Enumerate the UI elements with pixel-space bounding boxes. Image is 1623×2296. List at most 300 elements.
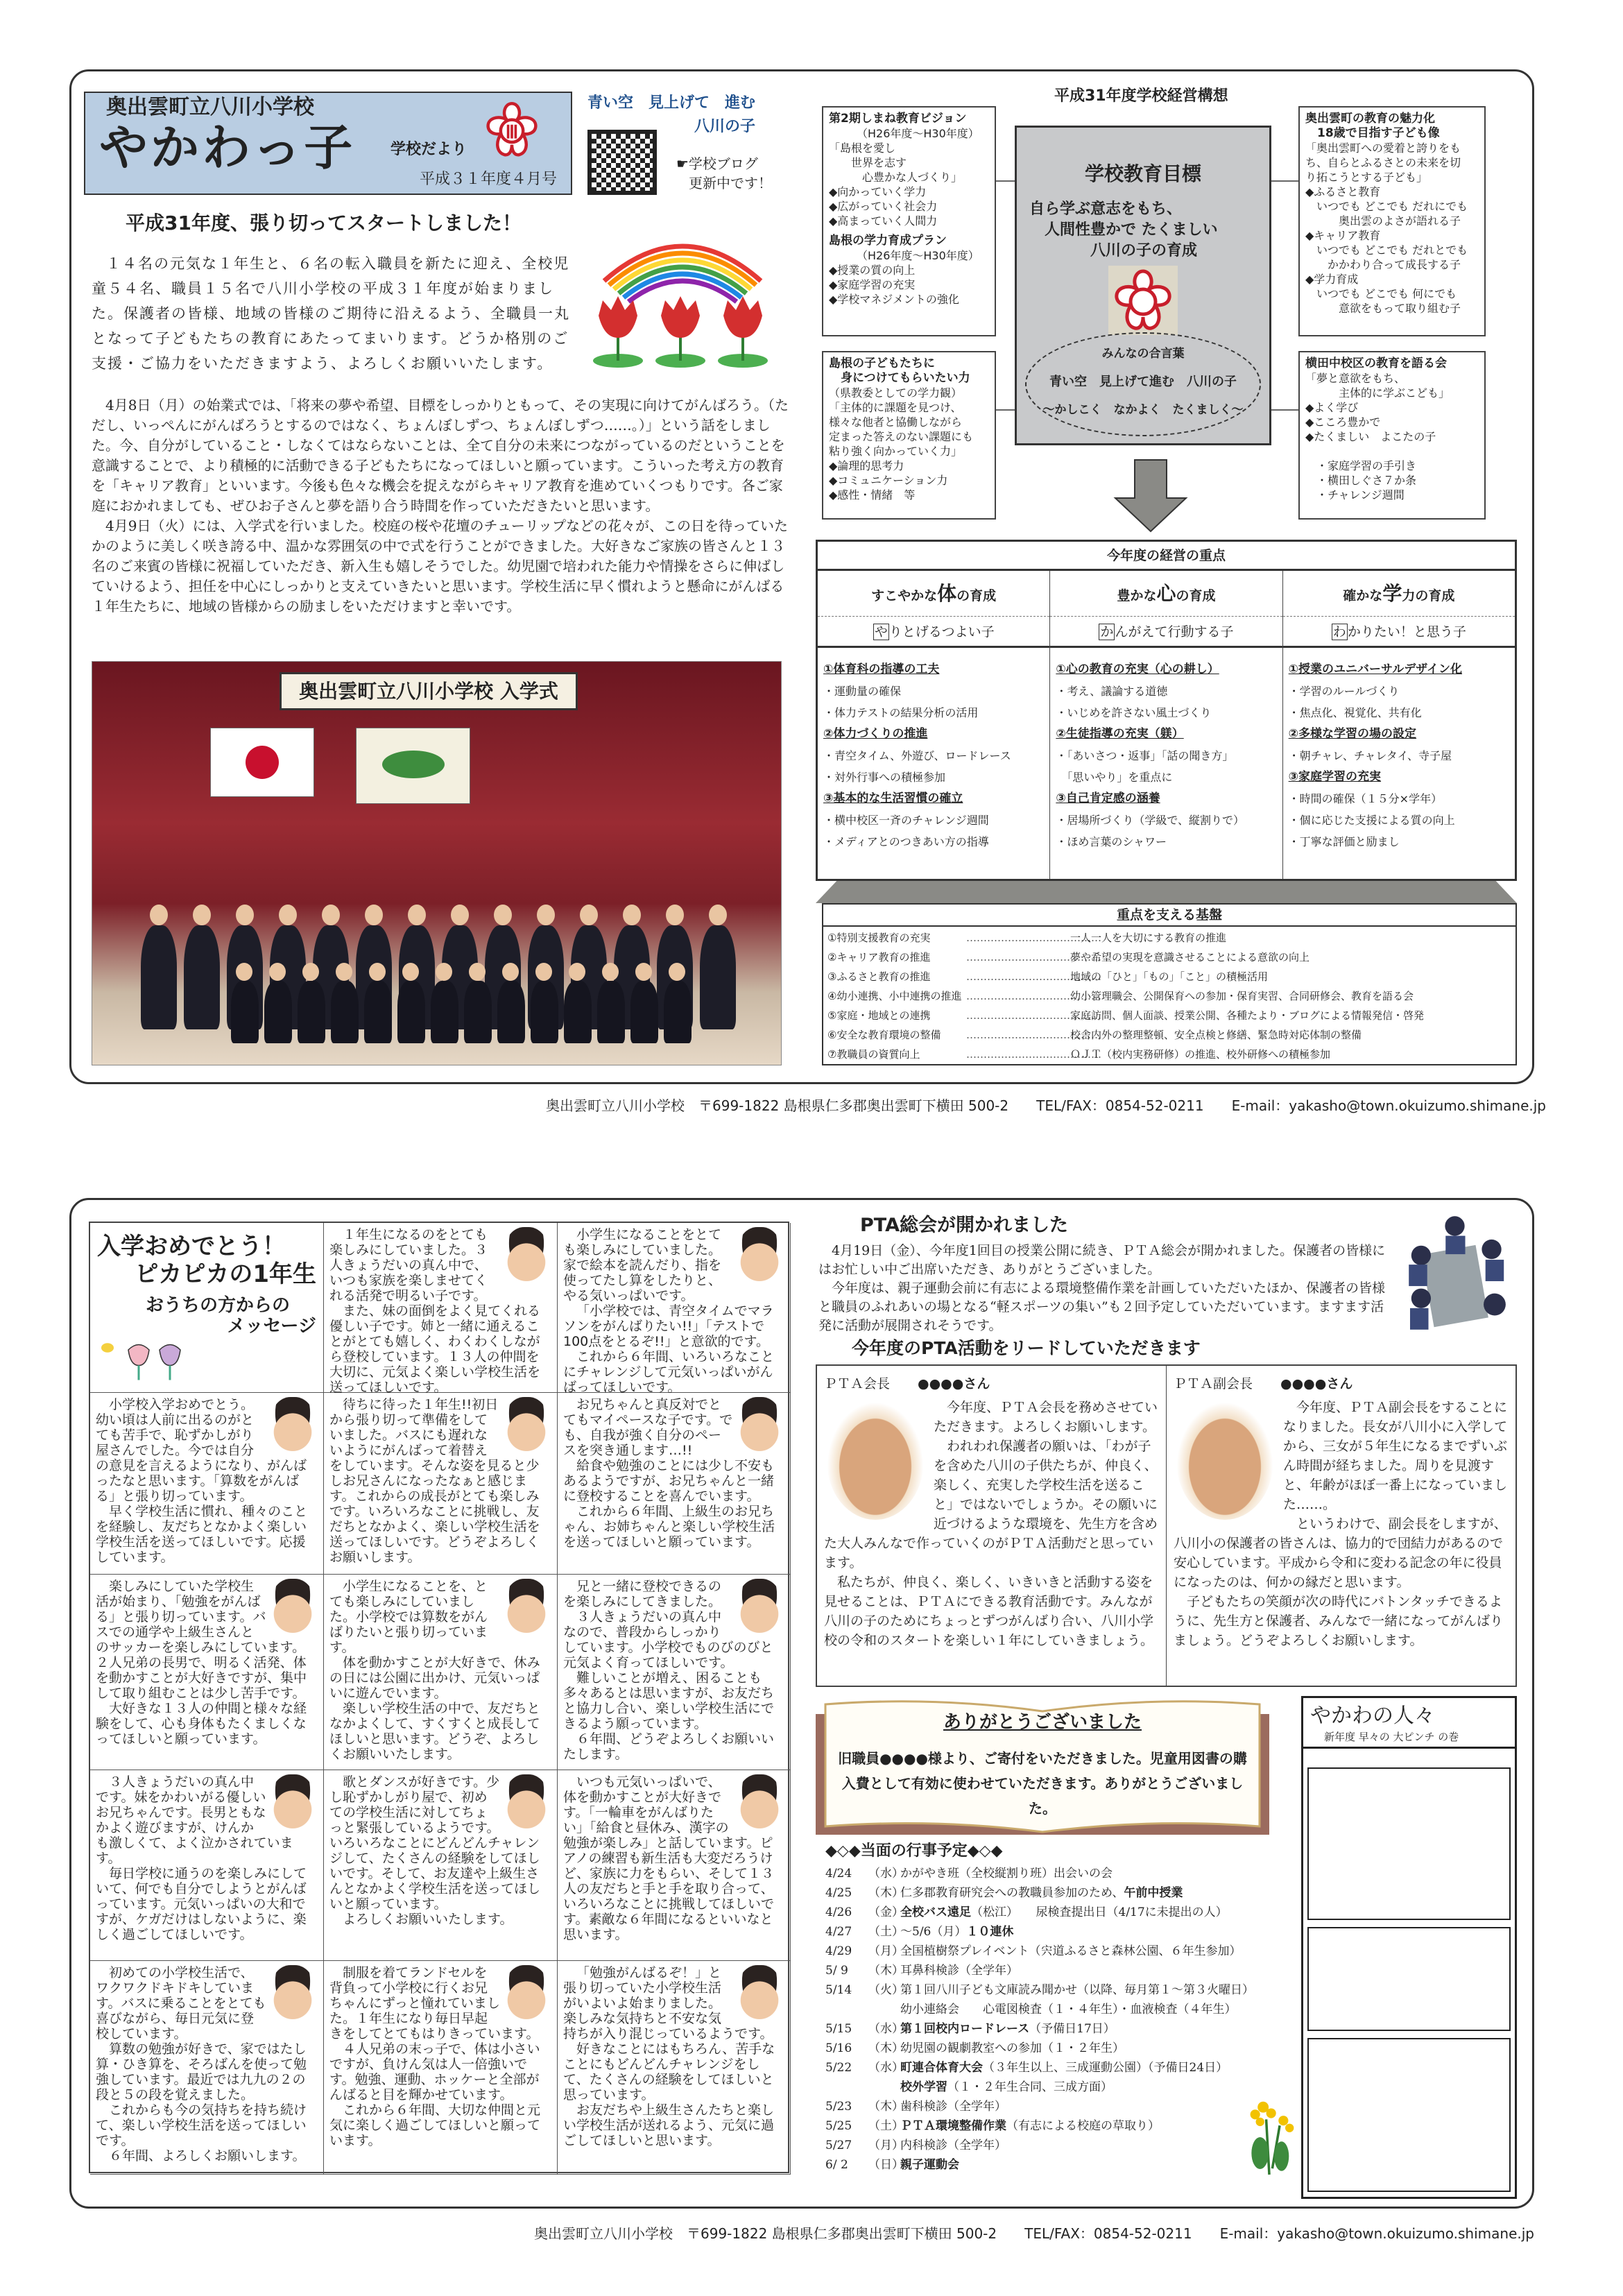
child-figure: [630, 981, 658, 1043]
pta-president: [817, 1366, 1167, 1686]
article-heading: 平成31年度、張り切ってスタートしました！: [126, 212, 522, 234]
box-line: ◆論理的思考力: [829, 459, 904, 472]
box-line: 「主体的に課題を見つけ、: [829, 401, 962, 414]
foundation-detail: 家庭訪問、個人面談、授業公開、各種たより・ブログによる情報発信・啓発: [1070, 1009, 1425, 1022]
focus-column: [1283, 571, 1515, 879]
message-cell: [558, 1961, 791, 2175]
motto-rest: んがえて行動する子: [1115, 624, 1234, 640]
leader-dots: …………………………………: [966, 1029, 1101, 1041]
box-line: （H26年度～H30年度）: [829, 249, 979, 262]
pta-heading: PTA総会が開かれました: [860, 1215, 1069, 1236]
box-line: （県教委としての学力観）: [829, 386, 963, 400]
schedule-event: [900, 2077, 1113, 2097]
box-line: ◆授業の質の向上: [829, 264, 916, 277]
message-paragraph: ４人兄弟の末っ子で、体は小さいですが、負けん気は人一倍強いです。勉強、運動、ホッケーと全部がんばると目を輝かせています。: [329, 2041, 540, 2102]
event-text: ～5/6（月）: [900, 1925, 967, 1939]
schedule-event: [900, 2155, 959, 2175]
focus-item: ・焦点化、視覚化、共有化: [1288, 706, 1422, 719]
message-paragraph: ６年間、どうぞよろしくお願いいたします。: [563, 1731, 775, 1762]
face: [569, 963, 585, 981]
yokota-meeting-box: [1298, 351, 1486, 520]
student-photo: [737, 1579, 782, 1633]
school-emblem-icon: [481, 98, 543, 161]
messages-title: 入学おめでとう！: [97, 1233, 286, 1260]
message-cell: [558, 1575, 791, 1770]
face: [236, 963, 252, 981]
face: [365, 905, 383, 925]
focus-items: [1283, 648, 1515, 864]
box-title: 島根の子どもたちに 身につけてもらいたい力: [829, 357, 970, 385]
foundation-shape: [816, 881, 1517, 903]
face: [494, 905, 512, 925]
box-line: 心豊かな人づくり」: [829, 171, 963, 184]
box-line: ◆広がっていく社会力: [829, 200, 938, 213]
message-paragraph: 算数の勉強が好きで、家ではたし算・ひき算を、そろばんを使って勉強しています。最近では九九の２の段と５の段を覚えました。: [96, 2041, 307, 2102]
event-text: 幼児園の観劇教室への参加（１・２年生）: [900, 2041, 1124, 2055]
focus-item: ・「あいさつ・返事」「話の聞き方」: [1056, 749, 1234, 762]
officer-name: ●●●●さん: [918, 1376, 990, 1391]
motto-rest: りとげるつよい子: [888, 624, 995, 640]
heading-post: 力の育成: [1402, 588, 1455, 603]
child-figure: [531, 981, 558, 1043]
blog-label: ☛学校ブログ: [676, 155, 758, 172]
tulip-butterfly-illustration: [97, 1339, 201, 1381]
focus-item: ・居場所づくり（学級で、縦割りで）: [1056, 814, 1245, 827]
focus-item: 「思いやり」を重点に: [1056, 771, 1173, 784]
box-line: ◆学校マネジメントの強化: [829, 293, 959, 306]
officer-paragraph: 私たちが、仲良く、楽しく、いきいきと活動する姿を見せることは、ＰＴＡにできる教育活動です。みんなが八川の子のためにちょっとずつがんばり合い、八川小学校の令和のスタートを楽しい１年にしていきましょう。: [824, 1575, 1154, 1648]
officer-role: ＰＴＡ副会長: [1174, 1376, 1253, 1391]
rapeseed-flower-illustration: [1242, 2095, 1297, 2175]
leader-dots: …………………………………: [966, 970, 1101, 983]
schedule-date: [825, 2077, 868, 2097]
motto-initial: や: [874, 624, 888, 640]
focus-item: ・学習のルールづくり: [1288, 685, 1400, 698]
child-figure: [231, 981, 259, 1043]
qr-code[interactable]: [587, 130, 657, 195]
schedule-row: [825, 1942, 1297, 1961]
message-cell: [90, 1770, 324, 1961]
face: [602, 963, 619, 981]
schedule-event: [900, 2019, 1115, 2039]
pta-vice-president: [1167, 1366, 1515, 1686]
child-figure: [464, 981, 492, 1043]
event-text: （有志による校庭の草取り）: [1006, 2119, 1160, 2133]
vice-president-photo: [1176, 1402, 1273, 1520]
thanks-notice: [816, 1696, 1269, 1835]
officer-label: [824, 1374, 1159, 1394]
face: [269, 963, 286, 981]
box-line: 意欲をもって取り組む子: [1305, 302, 1461, 315]
messages-grid: [89, 1222, 789, 2173]
student-photo: [737, 1965, 782, 2019]
student-photo: [504, 1965, 549, 2019]
event-text: 町連合体育大会: [900, 2061, 983, 2075]
focus-item: ・朝チャレ、チャレタイ、寺子屋: [1288, 749, 1452, 762]
thanks-title: ありがとうございました: [943, 1712, 1142, 1733]
heading-pre: すこやかな: [871, 588, 938, 603]
face: [623, 905, 641, 925]
event-text: 親子運動会: [900, 2158, 959, 2172]
box-lines: [829, 386, 989, 502]
plan-title: 平成31年度学校経営構想: [1054, 87, 1228, 105]
foundation-row: [823, 948, 1515, 967]
foundation-item: ②キャリア教育の推進: [827, 951, 931, 963]
foundation-table: [822, 903, 1517, 1065]
focus-item: ・運動量の確保: [823, 685, 902, 698]
event-text: １０連休: [966, 1925, 1014, 1939]
event-text: 第１回校内ロードレース: [900, 2022, 1030, 2036]
student-photo: [270, 1965, 315, 2019]
focus-item: ・個に応じた支援による質の向上: [1288, 814, 1455, 827]
face: [635, 963, 652, 981]
heading-key: 心: [1156, 582, 1176, 605]
focus-item-heading: ③基本的な生活習慣の確立: [823, 791, 963, 805]
adult-figure: [700, 925, 736, 1029]
event-text: 校外学習: [900, 2080, 947, 2094]
event-text: 全校バス遠足: [900, 1905, 971, 1919]
page2-footer: 奥出雲町立八川小学校 〒699-1822 島根県仁多郡奥出雲町下横田 500-2 TEL/FAX：0854-52-0211 E-mail：yakasho@town.okuizumo.shimane.jp: [534, 2225, 1534, 2242]
column-motto: [1050, 617, 1282, 648]
foundation-detail: 校舎内外の整理整頓、安全点検と修繕、緊急時対応体制の整備: [1070, 1029, 1362, 1041]
comic-subtitle: 新年度 早々の 大ピンチ の巻: [1303, 1730, 1515, 1749]
face: [666, 905, 684, 925]
body-paragraph: 4月9日（火）には、入学式を行いました。校庭の桜や花壇のチューリップなどの花々が、この日を待っていたかのように美しく咲き誇る中、温かな雰囲気の中で式を行うことができました。大好きなご家族の皆さんと１３名のご来賓の皆様に祝福していただき、新入生も嬉しそうでした。幼児園で培われた能力や情操をさらに伸ばしていけるよう、担任を中心にしっかりと支えていきたいと思います。学校生活に早く慣れようと懸命にがんばる１年生たちに、地域の皆様からの励ましをいただけますと幸いです。: [92, 517, 789, 615]
child-figure: [298, 981, 325, 1043]
foundation-row: [823, 1006, 1515, 1025]
schedule-event: [900, 2058, 1228, 2077]
foundation-item: ①特別支援教育の充実: [827, 932, 931, 944]
child-figure: [431, 981, 458, 1043]
student-photo: [270, 1579, 315, 1633]
focus-items: [1050, 648, 1282, 864]
schedule-row: [825, 2077, 1297, 2097]
message-paragraph: 「勉強がんばるぞ！」と張り切っていた小学校生活がいよいよ始まりました。楽しみな気持ちと不安な気持ちが入り混じっているようです。: [563, 1965, 773, 2041]
message-paragraph: 「小学校では、青空タイムでマラソンをがんばりたい!!」「テストで100点をとるぞ!!」と意欲的です。: [563, 1303, 774, 1349]
foundation-row: [823, 967, 1515, 986]
page1-footer: 奥出雲町立八川小学校 〒699-1822 島根県仁多郡奥出雲町下横田 500-2 TEL/FAX：0854-52-0211 E-mail：yakasho@town.okuizumo.shimane.jp: [546, 1097, 1546, 1114]
school-emblem-icon: [1108, 266, 1178, 335]
face: [469, 963, 486, 981]
face: [535, 963, 552, 981]
motto-initial: わ: [1332, 624, 1346, 640]
foundation-detail: 夢や希望の実現を意識させることによる意欲の向上: [1070, 951, 1310, 963]
schedule-date: 5/23: [825, 2100, 852, 2114]
masthead-title: やかわっ子: [99, 119, 356, 176]
child-figure: [597, 981, 625, 1043]
message-paragraph: これから６年間、大切な仲間と元気に楽しく過ごしてほしいと願っています。: [329, 2102, 541, 2148]
schedule-weekday: （木）: [868, 1886, 904, 1900]
box-line: ◆学力育成: [1305, 273, 1359, 286]
schedule-row: [825, 2058, 1297, 2077]
school-flag: [356, 728, 470, 804]
box-title: 横田中校区の教育を語る会: [1305, 357, 1447, 370]
pta-paragraph: 4月19日（金）、今年度1回目の授業公開に続き、ＰＴＡ総会が開かれました。保護者の皆様にはお忙しい中ご出席いただき、ありがとうございました。: [818, 1243, 1386, 1277]
schedule-date: 4/25: [825, 1886, 852, 1900]
message-cell: [90, 1961, 324, 2175]
messages-subtitle: メッセージ: [227, 1316, 316, 1337]
connector-line: [1271, 180, 1298, 182]
face: [302, 963, 319, 981]
motto-label: みんなの合言葉: [1101, 347, 1185, 361]
shimane-vision-box: [822, 106, 996, 336]
event-text: 午前中授業: [1124, 1886, 1183, 1900]
schedule-row: [825, 2097, 1297, 2116]
comic-panel: [1307, 1927, 1511, 2031]
child-figure: [364, 981, 392, 1043]
foundation-row: [823, 1025, 1515, 1045]
box-line: ◆コミュニケーション力: [829, 474, 948, 487]
box-line: ・チャレンジ週間: [1305, 488, 1405, 502]
event-text: 内科検診（全学年）: [900, 2139, 1006, 2152]
message-paragraph: １年生になるのをとても楽しみにしていました。３人きょうだいの真ん中で、いつも家族を楽しませてくれる活発で明るい子です。: [329, 1227, 488, 1303]
message-paragraph: 体を動かすことが大好きで、休みの日には公園に出かけ、元気いっぱいに遊んでいます。: [329, 1655, 540, 1701]
meeting-illustration: [1391, 1213, 1519, 1334]
leader-dots: …………………………………: [966, 951, 1101, 963]
box-line: 様々な他者と協働しながら: [829, 415, 963, 429]
face: [451, 905, 469, 925]
event-text: 仁多郡教育研究会への教職員参加のため、: [900, 1886, 1124, 1900]
leader-dots: …………………………………: [966, 990, 1101, 1002]
focus-item: ・いじめを許さない風土づくり: [1056, 706, 1212, 719]
foundation-item: ④幼小連携、小中連携の推進: [827, 990, 962, 1002]
event-text: 第１回八川子ども文庫読み聞かせ（以降、毎月第１～第３火曜日）: [900, 1983, 1254, 1997]
box-line: ち、自らとふるさとの未来を切: [1305, 156, 1461, 169]
leader-dots: …………………………………: [966, 932, 1101, 944]
schedule-weekday: （水）: [868, 2022, 904, 2036]
down-arrow-icon: [1114, 460, 1187, 531]
column-motto: [818, 617, 1049, 648]
face: [150, 905, 168, 925]
student-photo: [270, 1397, 315, 1451]
message-paragraph: 制服を着てランドセルを背負って小学校に行くお兄ちゃんにずっと憧れていました。１年生になり毎日早起きをしてとてもはりきっています。: [329, 1965, 540, 2041]
focus-item-heading: ①心の教育の充実（心の耕し）: [1056, 662, 1219, 676]
schedule-event: [900, 1942, 1241, 1961]
foundation-item: ⑥安全な教育環境の整備: [827, 1029, 941, 1041]
masthead-school: 奥出雲町立八川小学校: [106, 95, 314, 119]
entrance-ceremony-photo: [92, 661, 782, 1065]
box-line: ◆こころ豊かで: [1305, 415, 1381, 429]
schedule-weekday: （土）: [868, 1925, 904, 1939]
schedule-weekday: （木）: [868, 1964, 904, 1978]
pta-officers: [816, 1364, 1517, 1687]
schedule-weekday: [868, 2000, 900, 2019]
schedule-row: [825, 2019, 1297, 2039]
child-figure: [497, 981, 525, 1043]
message-paragraph: これから６年間、上級生のお兄ちゃん、お姉ちゃんと楽しい学校生活を送ってほしいと願っています。: [563, 1504, 775, 1550]
japan-flag: [210, 728, 314, 797]
masthead-issue: 平成３１年度４月号: [419, 171, 557, 188]
schedule-row: [825, 2039, 1297, 2058]
leader-dots: …………………………………: [966, 1009, 1101, 1022]
foundation-item: ③ふるさと教育の推進: [827, 970, 931, 983]
president-photo: [827, 1402, 924, 1520]
schedule-weekday: （金）: [868, 1905, 904, 1919]
face: [436, 963, 452, 981]
goal-title: 学校教育目標: [1084, 162, 1201, 185]
message-paragraph: これから６年間、いろいろなことにチャレンジして元気いっぱいがんばってほしいです。: [563, 1349, 775, 1395]
focus-item: ・メディアとのつきあい方の指導: [823, 835, 989, 848]
adult-figure: [184, 925, 220, 1029]
schedule-row: [825, 1903, 1297, 1922]
message-paragraph: 待ちに待った１年生!!初日から張り切って準備をしていました。バスにも遅れないようにがんばって着替えをしています。そんな姿を見ると少しお兄さんになったなぁと感じます。これからの成長がとても楽しみです。いろいろなことに挑戦し、友だちとなかよく、楽しい学校生活を送ってほしいです。どうぞよろしくお願いします。: [329, 1397, 540, 1565]
schedule-date: 4/29: [825, 1944, 852, 1958]
box-lines: [1305, 371, 1479, 502]
child-figure: [564, 981, 592, 1043]
box-line: 「夢と意欲をもち、: [1305, 372, 1406, 385]
box-line: 「島根を愛し: [829, 142, 896, 155]
focus-title: 今年度の経営の重点: [818, 542, 1515, 571]
box-line: り拓こうとする子ども」: [1305, 171, 1428, 184]
focus-item-heading: ①体育科の指導の工夫: [823, 662, 940, 676]
box-line: いつでも どこでも だれとでも: [1305, 243, 1468, 257]
message-paragraph: 小学校入学おめでとう。幼い頃は人前に出るのがとても苦手で、恥ずかしがり屋さんでした。今では自分の意見を言えるようになり、がんばったなと思います。「算数をがんばる」と張り切っています。: [96, 1397, 307, 1504]
column-motto: [1283, 617, 1515, 648]
officer-paragraph: 今年度、ＰＴＡ会長を務めさせていただきます。よろしくお願いします。: [934, 1400, 1158, 1434]
blog-note: [676, 154, 772, 193]
masthead: [84, 92, 572, 195]
message-paragraph: 給食や勉強のことには少し不安もあるようですが、お兄ちゃんと一緒に登校することを喜んでいます。: [563, 1458, 775, 1504]
face: [537, 905, 555, 925]
schedule-row: [825, 2155, 1297, 2175]
schedule-row: [825, 2116, 1297, 2136]
face: [408, 905, 426, 925]
focus-item: ・丁寧な評価と励まし: [1288, 835, 1400, 848]
message-paragraph: 兄と一緒に登校できるのを楽しみにしてきました。: [563, 1579, 722, 1609]
message-paragraph: いつも元気いっぱいで、体を動かすことが大好きです。「一輪車をがんばりたい」「給食と昼休み、漢字の勉強が楽しみ」と話しています。ピアノの練習も新生活も大変だろうけど、家族に力をもらい、そして１３人の友だちと手と手を取り合って、いろいろなことに挑戦してほしいです。素敵な６年間になるといいなと思います。: [563, 1774, 775, 1942]
event-text: （３年生以上、三成運動公園）（予備日24日）: [983, 2061, 1228, 2075]
box-line: ・家庭学習の手引き: [1305, 459, 1417, 472]
message-cell: [324, 1961, 558, 2175]
message-paragraph: 楽しみにしていた学校生活が始まり、「勉強をがんばる」と張り切っています。バスでの通学や上級生さんとのサッカーを楽しみにしています。２人兄弟の長男で、明るく活発、体を動かすことが大好きですが、集中して取り組むことは少し苦手です。: [96, 1579, 307, 1701]
face: [580, 905, 598, 925]
event-text: （１・２年生合同、三成方面）: [947, 2080, 1113, 2094]
motto: 青い空 見上げて進む 八川の子: [1049, 375, 1237, 389]
focus-item-heading: ③家庭学習の充実: [1288, 770, 1382, 784]
officer-paragraph: 今年度、ＰＴＡ副会長をすることになりました。長女が八川小に入学してから、三女が５年生になるまでずいぶん時間が経ちました。周りを見渡すと、年齢がほぼ一番上になっていました……。: [1283, 1400, 1508, 1512]
schedule-weekday: （木）: [868, 2041, 904, 2055]
column-heading: [1050, 571, 1282, 617]
schedule-weekday: （木）: [868, 2100, 904, 2114]
heading-post: の育成: [1176, 588, 1216, 603]
event-text: （予備日17日）: [1029, 2022, 1115, 2036]
box-line: いつでも どこでも だれにでも: [1305, 200, 1468, 213]
box-lines: [829, 126, 989, 228]
masthead-subtitle: 学校だより: [390, 141, 467, 158]
focus-columns: [818, 571, 1515, 879]
schedule-weekday: （土）: [868, 2119, 904, 2133]
shimane-ability-box: [822, 351, 996, 520]
foundation-rows: [823, 927, 1515, 1064]
face: [369, 963, 386, 981]
message-cell: [324, 1393, 558, 1575]
message-paragraph: ３人きょうだいの真ん中なので、普段からしっかりしています。小学校でものびのびと元気よく育ってほしいです。: [563, 1609, 773, 1670]
schedule-event: [900, 2039, 1124, 2058]
schedule-date: 5/22: [825, 2061, 852, 2075]
schedule-date: 5/ 9: [825, 1964, 848, 1978]
face: [402, 963, 419, 981]
focus-item: ・対外行事への積極参加: [823, 771, 946, 784]
schedule-date: 5/15: [825, 2022, 852, 2036]
event-text: かがやき班（全校縦割り班）出会いの会: [900, 1867, 1113, 1881]
message-paragraph: よろしくお願いいたします。: [343, 1912, 513, 1927]
event-text: ＰＴＡ環境整備作業: [900, 2119, 1006, 2133]
student-photo: [737, 1397, 782, 1451]
schedule-date: 5/25: [825, 2119, 852, 2133]
message-paragraph: お友だちや上級生さんたちと楽しい学校生活が送れるよう、元気に過ごしてほしいと思います。: [563, 2102, 775, 2148]
box-line: ◆家庭学習の充実: [829, 278, 916, 291]
box-line: ◆感性・情緒 等: [829, 488, 916, 502]
foundation-row: [823, 928, 1515, 948]
schedule-row: [825, 1961, 1297, 1980]
event-schedule: [825, 1842, 1297, 2175]
officer-role: ＰＴＡ会長: [824, 1376, 891, 1391]
slogan-line: 八川の子: [694, 118, 756, 135]
comic-strip: [1301, 1696, 1517, 2199]
message-cell: [90, 1393, 324, 1575]
student-photo: [504, 1397, 549, 1451]
box-line: 世界を志す: [829, 156, 907, 169]
box-lines: [1305, 141, 1479, 316]
schedule-weekday: （月）: [868, 1944, 904, 1958]
focus-item: ・体力テストの結果分析の活用: [823, 706, 979, 719]
box-line: いつでも どこでも 何にでも: [1305, 287, 1457, 300]
message-paragraph: 難しいことが増え、困ることも多々あるとは思いますが、お友だちと協力し合い、楽しい学校生活にできるよう願っています。: [563, 1670, 775, 1731]
foundation-detail: 地域の「ひと」「もの」「こと」の積極活用: [1070, 970, 1269, 983]
schedule-row: [825, 1980, 1297, 2000]
motto-rest: かりたい！と思う子: [1347, 624, 1466, 640]
box-title: 島根の学力育成プラン: [829, 234, 947, 248]
comic-title: やかわの人々: [1310, 1704, 1435, 1728]
heading-post: の育成: [956, 588, 997, 603]
motto-ellipse: [1025, 332, 1261, 436]
message-cell: [324, 1770, 558, 1961]
face: [502, 963, 519, 981]
leader-dots: …………………………………: [966, 1048, 1101, 1061]
schedule-rows: [825, 1864, 1297, 2175]
heading-key: 体: [937, 582, 957, 605]
box-line: ◆向かっていく学力: [829, 185, 927, 198]
foundation-item: ⑤家庭・地域との連携: [827, 1009, 931, 1022]
schedule-event: [900, 1883, 1183, 1903]
box-line: 主体的に学ぶこども」: [1305, 386, 1450, 400]
message-paragraph: 楽しい学校生活の中で、友だちとなかよくして、すくすくと成長してほしいと思います。どうぞ、よろしくお願いいたします。: [329, 1701, 540, 1762]
student-photo: [737, 1774, 782, 1828]
face: [193, 905, 211, 925]
schedule-weekday: [868, 2077, 900, 2097]
message-paragraph: 小学生になることを、とても楽しみにしていました。小学校では算数をがんばりたいと張り切っています。: [329, 1579, 488, 1655]
message-cell: [324, 1223, 558, 1393]
face: [279, 905, 297, 925]
message-paragraph: 好きなことにはもちろん、苦手なことにもどんどんチャレンジをして、たくさんの経験をしてほしいと思っています。: [563, 2041, 775, 2102]
message-paragraph: お兄ちゃんと真反対でとてもマイペースな子です。でも、自我が強く自分のペースを突き通します…!!: [563, 1397, 733, 1458]
messages-title-cell: [90, 1223, 324, 1393]
schedule-weekday: （日）: [868, 2158, 904, 2172]
child-figure: [264, 981, 292, 1043]
foundation-detail: 幼小管理職会、公開保育への参加・保育実習、合同研修会、教育を語る会: [1070, 990, 1414, 1002]
schedule-event: [900, 1922, 1013, 1942]
schedule-row: [825, 2136, 1297, 2155]
student-photo: [737, 1227, 782, 1281]
comic-panel: [1307, 2038, 1511, 2192]
face: [322, 905, 340, 925]
connector-line: [1271, 409, 1298, 411]
connector-line: [996, 180, 1015, 182]
focus-column: [818, 571, 1050, 879]
okuizumo-vision-box: [1298, 106, 1486, 336]
rainbow-tulips-illustration: [590, 219, 775, 369]
box-lines: [829, 248, 989, 307]
